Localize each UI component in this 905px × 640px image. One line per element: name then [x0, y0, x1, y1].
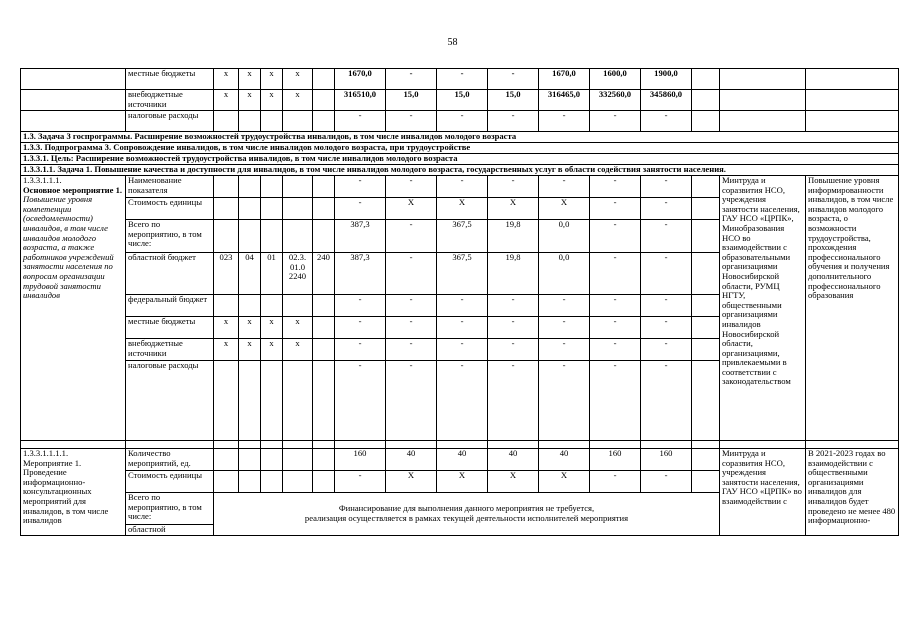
event-1-cell — [21, 176, 126, 441]
row-label: Стоимость единицы — [126, 198, 214, 220]
value-cell: - — [488, 339, 539, 361]
code-cell: x — [283, 339, 313, 361]
value-cell: - — [335, 176, 386, 198]
table-row — [21, 143, 899, 154]
code-cell — [214, 176, 239, 198]
value-cell: - — [386, 111, 437, 132]
row-label: Количество мероприятий, ед. — [126, 449, 214, 471]
code-cell — [283, 176, 313, 198]
empty-cell — [239, 441, 261, 449]
value-cell: X — [539, 198, 590, 220]
value-cell: 1600,0 — [590, 69, 641, 90]
value-cell: - — [641, 253, 692, 295]
code-cell — [283, 449, 313, 471]
value-cell: 367,5 — [437, 253, 488, 295]
empty-cell — [720, 90, 806, 111]
value-cell: 367,5 — [437, 220, 488, 253]
table-row — [21, 154, 899, 165]
code-cell — [239, 220, 261, 253]
value-cell: - — [437, 339, 488, 361]
value-cell: - — [539, 176, 590, 198]
value-cell: 19,8 — [488, 220, 539, 253]
event-title: Основное мероприятие 1. — [23, 184, 123, 195]
code-cell: 02.3. 01.0 2240 — [283, 253, 313, 295]
code-cell — [283, 361, 313, 441]
value-cell: - — [335, 361, 386, 441]
value-cell: 160 — [590, 449, 641, 471]
code-cell — [261, 449, 283, 471]
row-label: Стоимость единицы — [126, 471, 214, 493]
empty-cell — [283, 441, 313, 449]
value-cell: - — [335, 471, 386, 493]
page-number: 58 — [447, 37, 458, 48]
code-cell — [313, 449, 335, 471]
row-label: внебюджетные источники — [126, 339, 214, 361]
value-cell: 40 — [437, 449, 488, 471]
table-row — [21, 165, 899, 176]
value-cell: 316510,0 — [335, 90, 386, 111]
row-label: федеральный бюджет — [126, 295, 214, 317]
row-label: местные бюджеты — [126, 317, 214, 339]
value-cell: - — [386, 339, 437, 361]
code-cell — [239, 295, 261, 317]
value-cell: - — [437, 361, 488, 441]
value-cell: - — [590, 361, 641, 441]
empty-cell — [692, 198, 720, 220]
value-cell: 40 — [386, 449, 437, 471]
code-cell — [214, 198, 239, 220]
value-cell: - — [641, 220, 692, 253]
empty-cell — [692, 449, 720, 471]
section-heading: 1.3.3. Подпрограмма 3. Сопровождение инвалидов, в том числе инвалидов молодого возраста, при трудоустройстве — [21, 143, 899, 154]
empty-cell — [692, 220, 720, 253]
event-description: Проведение информационно-консультационных мероприятий для инвалидов, в том числе инвалидов — [23, 467, 109, 526]
value-cell: - — [335, 317, 386, 339]
section-heading: 1.3. Задача 3 госпрограммы. Расширение возможностей трудоустройства инвалидов, в том числе инвалидов молодого возраста — [21, 132, 899, 143]
value-cell: - — [386, 361, 437, 441]
code-cell — [214, 361, 239, 441]
event-number: 1.3.3.1.1.1. — [23, 175, 62, 185]
value-cell: - — [590, 471, 641, 493]
code-cell — [261, 471, 283, 493]
note-line-1: Финансирование для выполнения данного мероприятия не требуется, — [338, 503, 595, 514]
empty-cell — [386, 441, 437, 449]
event-number: 1.3.3.1.1.1.1. — [23, 448, 69, 458]
code-cell — [214, 220, 239, 253]
empty-cell — [335, 441, 386, 449]
code-cell — [214, 449, 239, 471]
value-cell: X — [437, 198, 488, 220]
code-cell: x — [214, 90, 239, 111]
row-label: областной бюджет — [126, 253, 214, 295]
value-cell: - — [539, 111, 590, 132]
empty-cell — [590, 441, 641, 449]
code-cell: x — [214, 339, 239, 361]
empty-cell — [214, 441, 239, 449]
value-cell: 1670,0 — [335, 69, 386, 90]
value-cell: - — [437, 69, 488, 90]
empty-cell — [261, 441, 283, 449]
value-cell: - — [590, 317, 641, 339]
value-cell: - — [590, 339, 641, 361]
program-table — [20, 68, 899, 536]
code-cell: x — [239, 317, 261, 339]
value-cell: - — [335, 295, 386, 317]
code-cell: x — [283, 317, 313, 339]
table-row — [21, 449, 899, 471]
row-label: Всего по мероприятию, в том числе: — [126, 220, 214, 253]
empty-cell — [692, 90, 720, 111]
value-cell: - — [590, 111, 641, 132]
code-cell — [261, 198, 283, 220]
value-cell: 1670,0 — [539, 69, 590, 90]
empty-cell — [21, 90, 126, 111]
code-cell: x — [283, 90, 313, 111]
value-cell: X — [488, 471, 539, 493]
code-cell — [239, 471, 261, 493]
code-cell: x — [261, 69, 283, 90]
empty-cell — [313, 441, 335, 449]
code-cell — [313, 220, 335, 253]
code-cell: 240 — [313, 253, 335, 295]
row-label: налоговые расходы — [126, 111, 214, 132]
row-label: налоговые расходы — [126, 361, 214, 441]
financing-note — [214, 493, 720, 536]
code-cell — [313, 361, 335, 441]
value-cell: - — [437, 295, 488, 317]
table-row — [21, 69, 899, 90]
value-cell: 0,0 — [539, 253, 590, 295]
code-cell — [239, 198, 261, 220]
value-cell: 160 — [335, 449, 386, 471]
code-cell — [313, 90, 335, 111]
code-cell — [261, 111, 283, 132]
value-cell: 1900,0 — [641, 69, 692, 90]
section-heading: 1.3.3.1. Цель: Расширение возможностей трудоустройства инвалидов, в том числе инвалидов молодого возраста — [21, 154, 899, 165]
code-cell — [261, 220, 283, 253]
empty-cell — [21, 69, 126, 90]
value-cell: - — [590, 198, 641, 220]
code-cell — [313, 69, 335, 90]
value-cell: 0,0 — [539, 220, 590, 253]
empty-cell — [692, 111, 720, 132]
value-cell: - — [641, 111, 692, 132]
code-cell — [313, 317, 335, 339]
value-cell: - — [590, 176, 641, 198]
empty-cell — [692, 317, 720, 339]
value-cell: 15,0 — [488, 90, 539, 111]
value-cell: - — [641, 339, 692, 361]
value-cell: X — [386, 198, 437, 220]
code-cell — [214, 295, 239, 317]
empty-cell — [692, 339, 720, 361]
value-cell: - — [335, 339, 386, 361]
value-cell: - — [641, 317, 692, 339]
empty-cell — [692, 471, 720, 493]
value-cell: - — [539, 361, 590, 441]
value-cell: - — [335, 111, 386, 132]
value-cell: - — [488, 361, 539, 441]
row-label: Всего по мероприятию, в том числе: — [126, 493, 214, 525]
empty-cell — [692, 361, 720, 441]
value-cell: 387,3 — [335, 253, 386, 295]
code-cell: x — [261, 90, 283, 111]
value-cell: - — [386, 69, 437, 90]
code-cell — [261, 295, 283, 317]
table-row — [21, 90, 899, 111]
empty-cell — [720, 111, 806, 132]
code-cell — [239, 111, 261, 132]
code-cell — [313, 295, 335, 317]
row-label: внебюджетные источники — [126, 90, 214, 111]
empty-cell — [692, 69, 720, 90]
code-cell: x — [239, 339, 261, 361]
value-cell: - — [590, 253, 641, 295]
value-cell: 19,8 — [488, 253, 539, 295]
value-cell: X — [437, 471, 488, 493]
empty-cell — [806, 69, 899, 90]
value-cell: - — [641, 471, 692, 493]
value-cell: - — [386, 176, 437, 198]
empty-cell — [539, 441, 590, 449]
value-cell: - — [590, 295, 641, 317]
code-cell — [283, 295, 313, 317]
code-cell — [239, 361, 261, 441]
table-row — [21, 111, 899, 132]
table-row — [21, 441, 899, 449]
empty-cell — [488, 441, 539, 449]
empty-cell — [806, 90, 899, 111]
code-cell: x — [214, 69, 239, 90]
value-cell: 40 — [539, 449, 590, 471]
empty-cell — [126, 441, 214, 449]
value-cell: 316465,0 — [539, 90, 590, 111]
value-cell: - — [539, 317, 590, 339]
code-cell: x — [283, 69, 313, 90]
empty-cell — [21, 111, 126, 132]
code-cell: x — [261, 339, 283, 361]
table-row — [21, 176, 899, 198]
event-description: Повышение уровня компетенции (осведомленности) инвалидов, в том числе инвалидов молодого возраста, а также работников учреждений занятости населения по вопросам организации трудовой занятости инвалидов — [23, 194, 114, 301]
code-cell: 01 — [261, 253, 283, 295]
code-cell: 023 — [214, 253, 239, 295]
code-cell — [283, 198, 313, 220]
result-cell: Повышение уровня информированности инвалидов, в том числе инвалидов молодого возраста, о возможности трудоустройства, прохождения профессионального обучения и получения дополнительного профессионального образования — [806, 176, 899, 441]
code-cell — [313, 198, 335, 220]
code-cell — [261, 176, 283, 198]
table-row — [21, 132, 899, 143]
empty-cell — [806, 441, 899, 449]
code-cell: x — [214, 317, 239, 339]
note-line-2: реализация осуществляется в рамках текущей деятельности исполнителей мероприятия — [304, 512, 629, 523]
code-cell: x — [261, 317, 283, 339]
value-cell: 387,3 — [335, 220, 386, 253]
code-cell — [313, 339, 335, 361]
code-cell — [283, 471, 313, 493]
value-cell: - — [641, 295, 692, 317]
empty-cell — [720, 69, 806, 90]
value-cell: - — [641, 176, 692, 198]
value-cell: - — [386, 317, 437, 339]
executors-cell: Минтруда и соразвития НСО, учреждения занятости населения, ГАУ НСО «ЦРПК», Минобразования НСО во взаимодействии с образовательными организациями Новосибирской области, РУМЦ НГТУ, общественными организациями инвалидов Новосибирской области, организациями, привлекаемыми в соответствии с законодательством — [720, 176, 806, 441]
code-cell: x — [239, 69, 261, 90]
value-cell: X — [386, 471, 437, 493]
row-label: местные бюджеты — [126, 69, 214, 90]
value-cell: 160 — [641, 449, 692, 471]
value-cell: - — [641, 198, 692, 220]
event-title: Мероприятие 1. — [23, 457, 82, 468]
code-cell — [313, 176, 335, 198]
value-cell: - — [437, 176, 488, 198]
code-cell — [214, 111, 239, 132]
code-cell — [239, 449, 261, 471]
value-cell: 345860,0 — [641, 90, 692, 111]
result-cell: В 2021-2023 годах во взаимодействии с общественными организациями инвалидов для инвалидов будет проведено не менее 480 информационно- — [806, 449, 899, 536]
value-cell: - — [437, 111, 488, 132]
code-cell — [313, 471, 335, 493]
value-cell: - — [488, 111, 539, 132]
value-cell: - — [488, 317, 539, 339]
code-cell — [283, 111, 313, 132]
code-cell: 04 — [239, 253, 261, 295]
value-cell: - — [539, 339, 590, 361]
row-label: Наименование показателя — [126, 176, 214, 198]
empty-cell — [692, 295, 720, 317]
code-cell — [239, 176, 261, 198]
section-heading: 1.3.3.1.1. Задача 1. Повышение качества и доступности для инвалидов, в том числе инвалидов молодого возраста, государственных услуг в области содействия занятости населения. — [21, 165, 899, 176]
value-cell: - — [437, 317, 488, 339]
empty-cell — [692, 441, 720, 449]
row-label: областной — [126, 525, 214, 536]
executors-cell: Минтруда и соразвития НСО, учреждения занятости населения, ГАУ НСО «ЦРПК» во взаимодействии с — [720, 449, 806, 536]
value-cell: 40 — [488, 449, 539, 471]
value-cell: - — [488, 176, 539, 198]
code-cell — [214, 471, 239, 493]
value-cell: - — [539, 295, 590, 317]
code-cell: x — [239, 90, 261, 111]
empty-cell — [437, 441, 488, 449]
value-cell: - — [590, 220, 641, 253]
event-2-cell — [21, 449, 126, 536]
empty-cell — [692, 253, 720, 295]
empty-cell — [806, 111, 899, 132]
value-cell: 332560,0 — [590, 90, 641, 111]
empty-cell — [21, 441, 126, 449]
code-cell — [261, 361, 283, 441]
code-cell — [283, 220, 313, 253]
value-cell: - — [488, 295, 539, 317]
value-cell: X — [488, 198, 539, 220]
value-cell: - — [386, 220, 437, 253]
value-cell: - — [386, 253, 437, 295]
code-cell — [313, 111, 335, 132]
value-cell: - — [386, 295, 437, 317]
empty-cell — [641, 441, 692, 449]
value-cell: - — [488, 69, 539, 90]
empty-cell — [692, 176, 720, 198]
value-cell: 15,0 — [386, 90, 437, 111]
value-cell: 15,0 — [437, 90, 488, 111]
value-cell: - — [641, 361, 692, 441]
value-cell: - — [335, 198, 386, 220]
empty-cell — [720, 441, 806, 449]
value-cell: X — [539, 471, 590, 493]
